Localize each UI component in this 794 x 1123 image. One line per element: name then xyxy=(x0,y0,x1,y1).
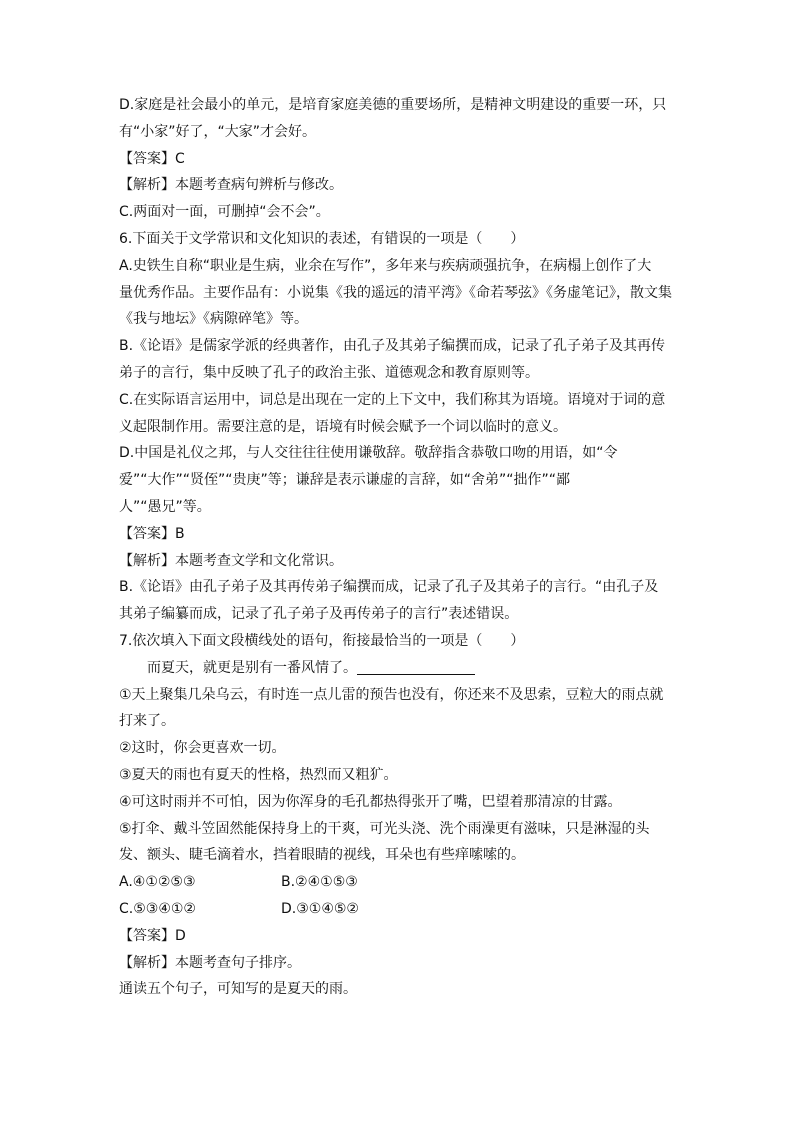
question-6-stem: 6.下面关于文学常识和文化知识的表述，有错误的一项是（ ） xyxy=(119,230,525,247)
text-line: C.两面对一面，可删掉“会不会”。 xyxy=(119,204,330,221)
analysis-line: 【解析】本题考查文学和文化常识。 xyxy=(119,552,343,569)
text-line: 通读五个句子，可知写的是夏天的雨。 xyxy=(119,981,357,998)
text-line: ⑤打伞、戴斗笠固然能保持身上的干爽，可光头浇、洗个雨澡更有滋味，只是淋湿的头 xyxy=(119,820,650,837)
text-line: 有“小家”好了，“大家”才会好。 xyxy=(119,123,317,140)
text-line: 爱”“大作”“贤侄”“贵庚”等；谦辞是表示谦虚的言辞，如“舍弟”“拙作”“鄙 xyxy=(119,472,571,489)
text-line: D.中国是礼仪之邦，与人交往往往使用谦敬辞。敬辞指含恭敬口吻的用语，如“令 xyxy=(119,445,618,462)
option-a: A.④①②⑤③ xyxy=(119,874,196,891)
option-b: B.②④①⑤③ xyxy=(281,874,358,891)
options-row xyxy=(119,896,679,923)
analysis-line: 【解析】本题考查句子排序。 xyxy=(119,954,301,971)
text-line: 打来了。 xyxy=(119,713,175,730)
answer-line: 【答案】C xyxy=(119,150,185,167)
options-row xyxy=(119,869,679,896)
text-line: 发、额头、睫毛滴着水，挡着眼睛的视线，耳朵也有些痒嗦嗦的。 xyxy=(119,847,525,864)
analysis-line: 【解析】本题考查病句辨析与修改。 xyxy=(119,177,343,194)
answer-line: 【答案】B xyxy=(119,525,185,542)
text-line: B.《论语》是儒家学派的经典著作，由孔子及其弟子编撰而成，记录了孔子弟子及其再传 xyxy=(119,338,666,355)
answer-line: 【答案】D xyxy=(119,927,186,944)
text-line: B.《论语》由孔子弟子及其再传弟子编撰而成，记录了孔子及其弟子的言行。“由孔子及 xyxy=(119,579,659,596)
question-7-stem: 7.依次填入下面文段横线处的语句，衔接最恰当的一项是（ ） xyxy=(119,632,525,649)
option-d: D.③①④⑤② xyxy=(281,900,359,917)
text-line: 义起限制作用。需要注意的是，语境有时候会赋予一个词以临时的意义。 xyxy=(119,418,567,435)
text-line: 量优秀作品。主要作品有：小说集《我的遥远的清平湾》《命若琴弦》《务虚笔记》，散文集 xyxy=(119,284,672,301)
text-line: A.史铁生自称“职业是生病，业余在写作”，多年来与疾病顽强抗争，在病榻上创作了大 xyxy=(119,257,652,274)
passage-text: 而夏天，就更是别有一番风情了。 xyxy=(147,659,357,676)
text-line: ③夏天的雨也有夏天的性格，热烈而又粗犷。 xyxy=(119,766,398,783)
text-line: 人”“愚兄”等。 xyxy=(119,498,211,515)
text-line: 弟子的言行，集中反映了孔子的政治主张、道德观念和教育原则等。 xyxy=(119,364,539,381)
text-line: ①天上聚集几朵乌云，有时连一点儿雷的预告也没有，你还来不及思索，豆粒大的雨点就 xyxy=(119,686,664,703)
text-line: ④可这时雨并不可怕，因为你浑身的毛孔都热得张开了嘴，巴望着那清凉的甘露。 xyxy=(119,793,622,810)
text-line: ②这时，你会更喜欢一切。 xyxy=(119,740,286,757)
fill-blank xyxy=(357,660,475,675)
text-line: D.家庭是社会最小的单元，是培育家庭美德的重要场所，是精神文明建设的重要一环，只 xyxy=(119,97,667,113)
passage-line xyxy=(119,655,679,682)
text-line: C.在实际语言运用中，词总是出现在一定的上下文中，我们称其为语境。语境对于词的意 xyxy=(119,391,666,408)
text-line: 其弟子编纂而成，记录了孔子弟子及再传弟子的言行”表述错误。 xyxy=(119,606,519,623)
option-c: C.⑤③④①② xyxy=(119,900,196,917)
document-page xyxy=(119,92,679,1003)
text-line: 《我与地坛》《病隙碎笔》等。 xyxy=(119,311,308,328)
